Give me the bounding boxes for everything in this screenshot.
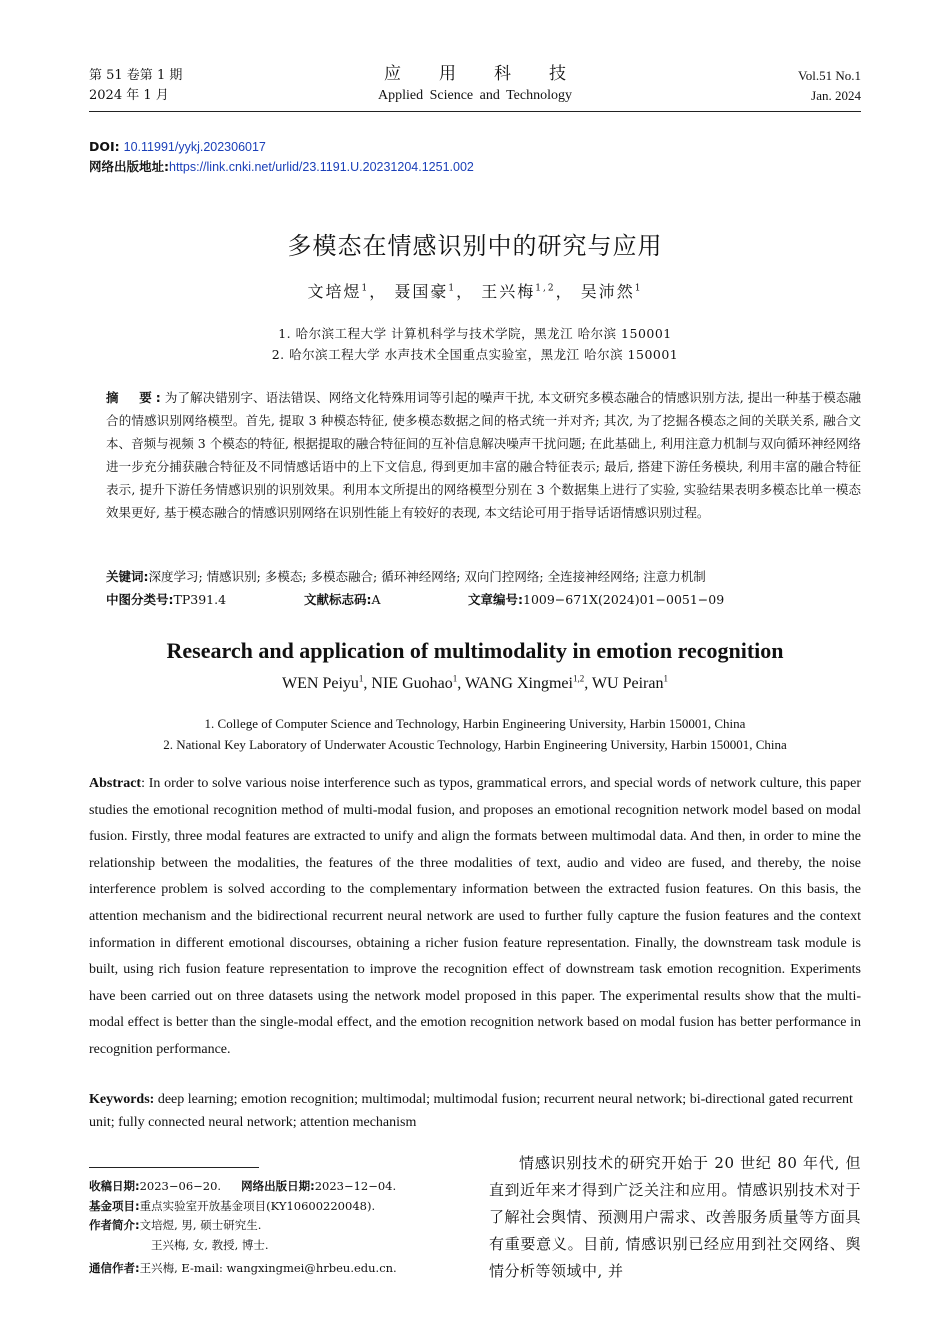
page-title-cn: 多模态在情感识别中的研究与应用 xyxy=(287,232,663,260)
author-en-1-aff: 1 xyxy=(358,673,364,684)
header-issue-cn xyxy=(89,66,182,106)
footnote-fund xyxy=(89,1197,449,1217)
abstract-cn-text: 为了解决错别字、语法错误、网络文化特殊用词等引起的噪声干扰, 本文研究多模态融合的情感识别方法, 提出一种基于模态融合的情感识别网络模型。首先, 提取 3 种模态特征, 使多模态数据之间的格式统一并对齐; 其次, 为了挖掘各模态之间的关联关系, 融合文本、音频与视频 3 个模态的特征, 根据提取的融合特征间的互补信息解决噪声干扰问题; 在此基础上, 利用注意力机制与双向循环神经网络进一步充分捕获融合特征及不同情感话语中的上下文信息, 得到更加丰富的融合特征表示; 最后, 搭建下游任务模块, 利用丰富的融合特征表示, 提升下游任务情感识别的识别效果。利用本文所提出的网络模型分别在 3 个数据集上进行了实验, 实验结果表明多模态比单一模态效果更好, 基于模态融合的情感识别网络在识别性能上有较好的表现, 本文结论可用于指导话语情感识别过程。 xyxy=(106,390,862,520)
keywords-en xyxy=(89,1088,861,1134)
abstract-en-label: Abstract xyxy=(89,776,142,791)
header-date-cn: 2024 年 1 月 xyxy=(89,88,169,103)
received-label: 收稿日期: xyxy=(89,1179,140,1193)
keywords-cn xyxy=(106,567,861,587)
doc-code xyxy=(304,590,381,610)
classification-line xyxy=(106,590,861,610)
author-cn-4: 吴沛然 xyxy=(580,282,635,301)
author-en-1: WEN Peiyu xyxy=(282,675,359,692)
journal-name xyxy=(300,62,650,106)
author-en-4-aff: 1 xyxy=(663,673,668,684)
author-cn-2-aff: 1 xyxy=(448,283,457,294)
affiliation-en-2: 2. National Key Laboratory of Underwater Acoustic Technology, Harbin Engineering University, Harbin 150001, China xyxy=(163,737,787,752)
abstract-en-text: : In order to solve various noise interference such as typos, grammatical errors, and special words of network culture, this paper studies the emotional recognition method of multi-modal fusion, and proposes an emotional recognition network model based on modal fusion. Firstly, three modal features are extracted to unify and align the formats between multimodal data. And then, in order to mine the relationship between the modalities, the features of the three modalities of text, audio and video are fused, and thereby, the noise interference problem is solved according to the complementary information between the extracted fusion features. On this basis, the attention mechanism and the bidirectional recurrent neural network are used to further fully capture the fusion features and the context information in different emotional discourses, obtaining a richer fusion feature representation. Finally, the downstream task module is built, using rich fusion feature representation to improve the recognition effect of downstream task emotion recognition. Experiments have been carried out on three datasets using the network model proposed in this paper. The experimental results show that the multi-modal effect is better than the single-modal effect, and the emotion recognition network based on modal fusion has better performance in recognition performance. xyxy=(89,776,861,1057)
article-code xyxy=(468,590,724,610)
keywords-en-label: Keywords: xyxy=(89,1092,155,1107)
author-cn-1-aff: 1 xyxy=(361,283,370,294)
footnote-corresponding xyxy=(89,1259,449,1279)
author-en-3-aff: 1,2 xyxy=(572,673,585,684)
keywords-en-text: deep learning; emotion recognition; multimodal; multimodal fusion; recurrent neural network; bi-directional gated recurrent unit; fully connected neural network; attention mechanism xyxy=(89,1092,853,1130)
clc-label: 中图分类号: xyxy=(106,592,174,607)
body-paragraph: 情感识别技术的研究开始于 20 世纪 80 年代, 但直到近年来才得到广泛关注和应用。情感识别技术对于了解社会舆情、预测用户需求、改善服务质量等方面具有重要意义。目前, 情感识别已经应用到社交网络、舆情分析等领域中, 并 xyxy=(489,1154,862,1280)
author-en-2: NIE Guohao xyxy=(371,675,453,692)
affiliations-en xyxy=(0,713,950,755)
journal-name-en: Applied Science and Technology xyxy=(378,88,572,103)
author-cn-3: 王兴梅 xyxy=(481,282,536,301)
header-volume-cn: 第 51 卷第 1 期 xyxy=(89,68,183,83)
keywords-cn-label: 关键词: xyxy=(106,569,149,584)
footnote-divider xyxy=(89,1167,259,1168)
online-date-value: 2023−12−04. xyxy=(314,1179,397,1193)
author-cn-4-aff: 1 xyxy=(634,283,643,294)
author-cn-3-aff: 1,2 xyxy=(535,283,556,294)
doi-line xyxy=(89,137,474,157)
doc-label: 文献标志码: xyxy=(304,592,372,607)
page-title-en: Research and application of multimodality in emotion recognition xyxy=(166,638,784,663)
doi-label: DOI: xyxy=(89,139,120,154)
author-separator: ， xyxy=(369,282,388,301)
affiliation-cn-1: 1. 哈尔滨工程大学 计算机科学与技术学院，黑龙江 哈尔滨 150001 xyxy=(278,326,672,341)
bio-line-1: 文培煜, 男, 硕士研究生. xyxy=(139,1218,262,1232)
doi-link[interactable]: 10.11991/yykj.202306017 xyxy=(123,140,266,154)
header-date-en: Jan. 2024 xyxy=(811,88,861,103)
authors-en xyxy=(0,675,950,693)
online-url-link[interactable]: https://link.cnki.net/urlid/23.1191.U.20231204.1251.002 xyxy=(169,160,474,174)
abstract-en xyxy=(89,771,861,1064)
journal-name-cn: 应用科技 xyxy=(384,64,604,84)
article-meta xyxy=(89,137,474,177)
author-separator: , xyxy=(457,675,465,692)
bio-line-2: 王兴梅, 女, 教授, 博士. xyxy=(151,1237,269,1252)
author-separator: , xyxy=(584,675,592,692)
received-value: 2023−06−20. xyxy=(139,1179,222,1193)
fund-value: 重点实验室开放基金项目(KY10600220048). xyxy=(139,1198,376,1213)
corr-value: 王兴梅, E-mail: wangxingmei@hrbeu.edu.cn. xyxy=(139,1261,397,1275)
abstract-cn xyxy=(106,386,861,524)
keywords-cn-text: 深度学习; 情感识别; 多模态; 多模态融合; 循环神经网络; 双向门控网络; 全连接神经网络; 注意力机制 xyxy=(148,569,706,584)
doc-value: A xyxy=(371,592,381,607)
author-en-3: WANG Xingmei xyxy=(464,675,573,692)
clc-code xyxy=(106,590,226,610)
author-cn-1: 文培煜 xyxy=(307,282,362,301)
online-date-label: 网络出版日期: xyxy=(241,1179,315,1193)
author-separator: , xyxy=(363,675,372,692)
authors-cn xyxy=(0,279,950,302)
author-separator: ， xyxy=(555,282,574,301)
corr-label: 通信作者: xyxy=(89,1261,140,1275)
article-label: 文章编号: xyxy=(468,592,523,607)
header-divider xyxy=(89,111,861,112)
author-en-2-aff: 1 xyxy=(452,673,458,684)
header-volume-en: Vol.51 No.1 xyxy=(798,68,861,83)
fund-label: 基金项目: xyxy=(89,1198,140,1213)
body-text-column xyxy=(489,1150,861,1285)
affiliation-en-1: 1. College of Computer Science and Technology, Harbin Engineering University, Harbin 150001, China xyxy=(204,716,746,731)
author-en-4: WU Peiran xyxy=(591,675,664,692)
affiliations-cn xyxy=(0,323,950,365)
footnote-bio xyxy=(89,1216,449,1236)
abstract-cn-label: 摘 要: xyxy=(106,390,165,405)
online-label: 网络出版地址: xyxy=(89,159,169,174)
footnotes xyxy=(89,1177,449,1279)
header-issue-en xyxy=(798,66,861,106)
article-value: 1009−671X(2024)01−0051−09 xyxy=(523,592,725,607)
online-line xyxy=(89,157,474,177)
affiliation-cn-2: 2. 哈尔滨工程大学 水声技术全国重点实验室，黑龙江 哈尔滨 150001 xyxy=(271,347,679,362)
clc-value: TP391.4 xyxy=(173,592,227,607)
footnote-dates xyxy=(89,1177,449,1197)
author-separator: ， xyxy=(456,282,475,301)
bio-label: 作者简介: xyxy=(89,1218,140,1232)
author-cn-2: 聂国豪 xyxy=(394,282,449,301)
